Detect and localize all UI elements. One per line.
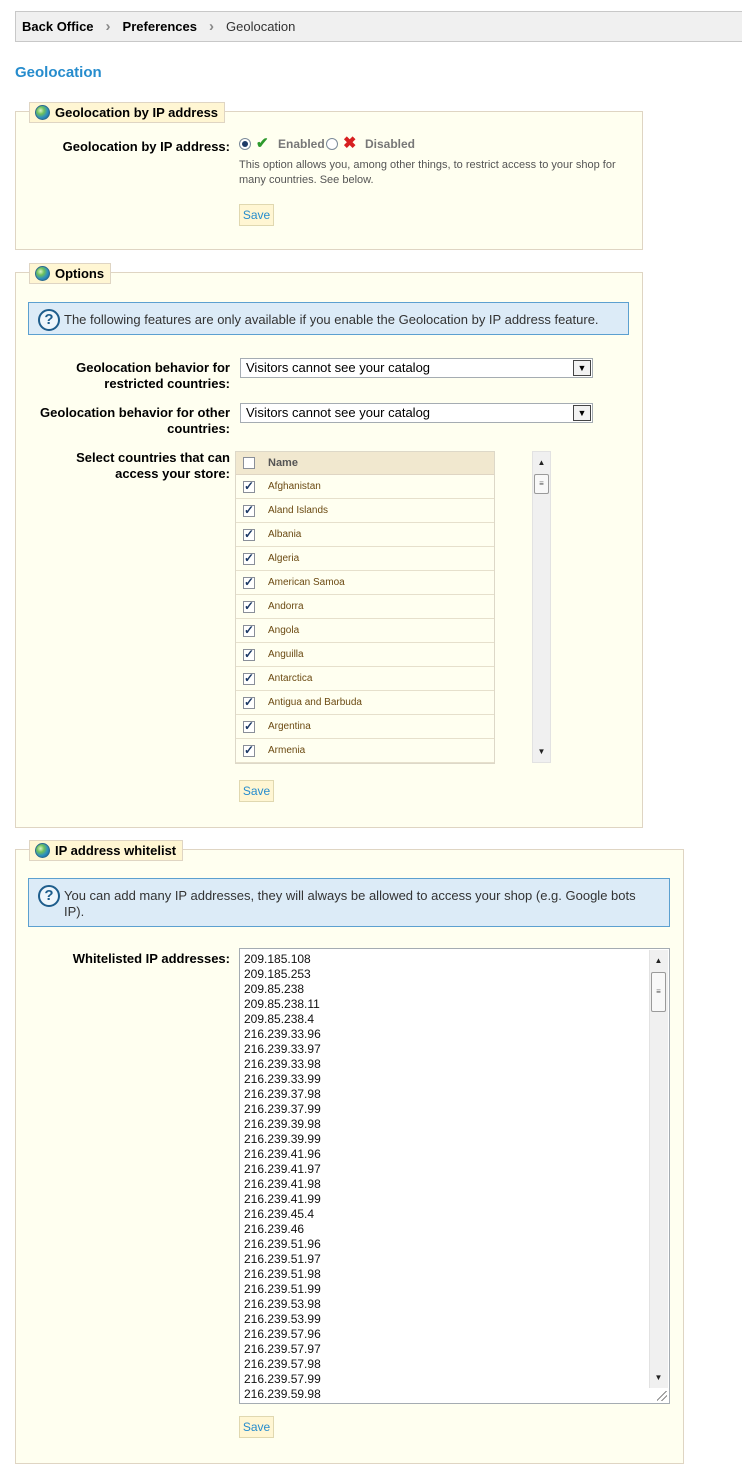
scroll-up-icon[interactable]: ▲ [537,458,546,467]
options-info-text: The following features are only available if you enable the Geolocation by IP address feature. [64,312,599,327]
country-name: Albania [268,529,302,540]
fieldset-legend [29,840,183,861]
country-name: Andorra [268,601,304,612]
whitelist-info-line1: You can add many IP addresses, they will always be allowed to access your shop (e.g. Google bots [64,888,636,903]
save-button-whitelist[interactable]: Save [239,1416,274,1438]
chevron-right-icon: › [209,18,214,35]
table-row[interactable] [236,619,494,643]
geolocation-hint-line1: This option allows you, among other things, to restrict access to your shop for [239,159,616,171]
ip-line: 216.239.33.97 [244,1042,321,1056]
textarea-scrollbar[interactable] [649,950,668,1388]
ip-line: 216.239.51.97 [244,1252,321,1266]
country-checkbox[interactable] [243,505,255,517]
geolocation-ip-label: Geolocation by IP address: [62,139,230,154]
country-name: Argentina [268,721,311,732]
ip-line: 216.239.57.96 [244,1327,321,1341]
ip-line: 216.239.41.99 [244,1192,321,1206]
breadcrumb-preferences[interactable]: Preferences [122,19,197,34]
question-mark-icon: ? [38,309,60,331]
dropdown-arrow-icon[interactable]: ▼ [573,360,591,376]
resize-grip-icon[interactable] [657,1391,667,1401]
breadcrumb [15,11,742,42]
ip-line: 216.239.57.99 [244,1372,321,1386]
whitelist-info-line2: IP). [64,904,85,919]
country-checkbox[interactable] [243,529,255,541]
table-row[interactable] [236,715,494,739]
table-header [236,452,494,475]
enabled-label[interactable]: Enabled [278,137,325,151]
country-checkbox[interactable] [243,673,255,685]
breadcrumb-back-office[interactable]: Back Office [22,19,94,34]
whitelisted-ips-label: Whitelisted IP addresses: [72,951,230,966]
country-name: Angola [268,625,300,636]
table-row[interactable] [236,691,494,715]
disabled-label[interactable]: Disabled [365,137,416,151]
countries-table [235,451,495,764]
other-behavior-value: Visitors cannot see your catalog [246,405,431,420]
geolocation-hint-line2: many countries. See below. [239,174,374,186]
save-button-geolocation[interactable]: Save [239,204,274,226]
country-name: Antigua and Barbuda [268,697,362,708]
table-header-name: Name [268,457,298,469]
ip-line: 216.239.51.98 [244,1267,321,1281]
restricted-label-line2: restricted countries: [104,376,230,391]
ip-line: 209.85.238.4 [244,1012,315,1026]
country-checkbox[interactable] [243,601,255,613]
check-icon: ✔ [256,135,269,152]
table-row[interactable] [236,571,494,595]
ip-line: 216.239.46 [244,1222,305,1236]
ip-line: 216.239.51.96 [244,1237,321,1251]
fieldset-legend [29,263,111,284]
ip-line: 216.239.41.98 [244,1177,321,1191]
table-row[interactable] [236,739,494,763]
country-rows [236,475,494,763]
table-row[interactable] [236,523,494,547]
table-row[interactable] [236,547,494,571]
fieldset-legend [29,102,225,123]
ip-line: 216.239.53.99 [244,1312,321,1326]
ip-line: 216.239.33.96 [244,1027,321,1041]
legend-title: Geolocation by IP address [55,105,219,120]
scroll-down-icon[interactable]: ▼ [537,747,546,756]
globe-icon [35,105,50,120]
other-behavior-label [20,405,230,437]
ip-line: 216.239.51.99 [244,1282,321,1296]
globe-icon [35,843,50,858]
countries-scrollbar[interactable] [532,451,551,763]
ip-line: 209.85.238.11 [244,997,320,1011]
table-row[interactable] [236,667,494,691]
country-name: Afghanistan [268,481,321,492]
ip-line: 216.239.37.98 [244,1087,321,1101]
ip-line: 216.239.59.98 [244,1387,321,1401]
select-all-checkbox[interactable] [243,457,255,469]
scroll-thumb[interactable]: ≡ [534,474,549,494]
globe-icon [35,266,50,281]
country-name: Aland Islands [268,505,329,516]
cross-icon: ✖ [343,135,357,152]
disabled-radio[interactable] [326,138,338,150]
country-checkbox[interactable] [243,553,255,565]
ip-lines [244,952,321,1402]
ip-line: 216.239.37.99 [244,1102,321,1116]
ip-line: 216.239.53.98 [244,1297,321,1311]
restricted-behavior-label [20,360,230,392]
whitelisted-ips-textarea[interactable] [239,948,670,1404]
whitelist-info-box [28,878,670,927]
ip-line: 216.239.33.99 [244,1072,321,1086]
question-mark-icon: ? [38,885,60,907]
country-checkbox[interactable] [243,481,255,493]
select-countries-label [20,450,230,482]
save-button-options[interactable]: Save [239,780,274,802]
ip-line: 209.185.108 [244,952,311,966]
table-row[interactable] [236,595,494,619]
ip-line: 216.239.41.96 [244,1147,321,1161]
other-behavior-select[interactable] [240,403,593,423]
other-label-line2: countries: [167,421,230,436]
table-row[interactable] [236,643,494,667]
scroll-thumb[interactable]: ≡ [651,972,666,1012]
table-row[interactable] [236,499,494,523]
country-checkbox[interactable] [243,577,255,589]
legend-title: Options [55,266,105,281]
ip-line: 216.239.45.4 [244,1207,315,1221]
restricted-label-line1: Geolocation behavior for [76,360,230,375]
scroll-down-icon[interactable]: ▼ [654,1373,663,1382]
country-checkbox[interactable] [243,625,255,637]
enabled-radio[interactable] [239,138,251,150]
countries-label-line2: access your store: [115,466,230,481]
country-checkbox[interactable] [243,649,255,661]
ip-line: 216.239.57.98 [244,1357,321,1371]
country-checkbox[interactable] [243,745,255,757]
ip-line: 216.239.39.98 [244,1117,321,1131]
ip-line: 209.185.253 [244,967,311,981]
ip-line: 216.239.33.98 [244,1057,321,1071]
ip-line: 216.239.39.99 [244,1132,321,1146]
chevron-right-icon: › [105,18,111,35]
country-checkbox[interactable] [243,721,255,733]
dropdown-arrow-icon[interactable]: ▼ [573,405,591,421]
ip-line: 216.239.41.97 [244,1162,321,1176]
table-row[interactable] [236,475,494,499]
country-name: Anguilla [268,649,304,660]
page-title: Geolocation [15,64,102,81]
country-name: Algeria [268,553,300,564]
country-name: Antarctica [268,673,313,684]
ip-line: 209.85.238 [244,982,305,996]
scroll-up-icon[interactable]: ▲ [654,956,663,965]
other-label-line1: Geolocation behavior for other [40,405,230,420]
countries-label-line1: Select countries that can [76,450,230,465]
country-checkbox[interactable] [243,697,255,709]
restricted-behavior-value: Visitors cannot see your catalog [246,360,431,375]
legend-title: IP address whitelist [55,843,177,858]
country-name: Armenia [268,745,306,756]
options-info-box [28,302,629,335]
country-name: American Samoa [268,577,345,588]
ip-line: 216.239.57.97 [244,1342,321,1356]
restricted-behavior-select[interactable] [240,358,593,378]
breadcrumb-geolocation: Geolocation [226,19,296,34]
